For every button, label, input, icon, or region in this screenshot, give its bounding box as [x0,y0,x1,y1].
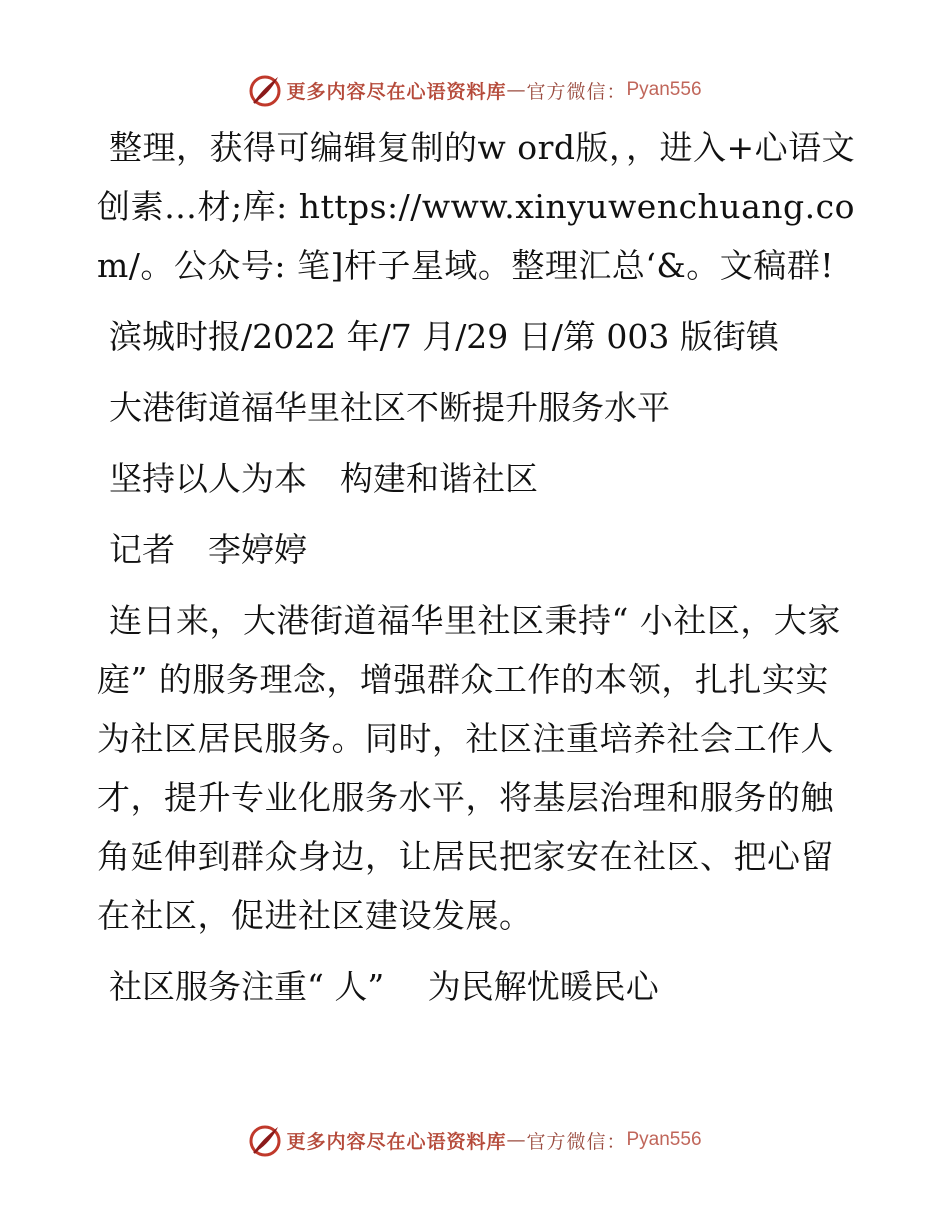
section-title: 社区服务注重“ 人” 为民解忧暖民心 [109,967,659,1006]
banner-sub-text: 官方微信： [526,80,627,103]
source-line: 滨城时报/2022 年/7 月/29 日/第 003 版街镇 [109,317,779,356]
quill-logo-icon [248,1123,282,1157]
banner-main-text: 更多内容尽在心语资料库 [286,1130,507,1153]
quill-logo-icon [248,73,282,107]
banner-dash: — [506,1129,527,1151]
banner-wechat-id: Pyan556 [626,79,702,100]
footer-watermark [0,1120,950,1160]
headline: 坚持以人为本 构建和谐社区 [109,459,538,498]
banner-sub-text: 官方微信： [526,1130,627,1153]
subheadline: 大港街道福华里社区不断提升服务水平 [109,388,670,427]
byline: 记者 李婷婷 [109,530,307,569]
banner-dash: — [506,79,527,101]
banner-wechat-id: Pyan556 [626,1129,702,1150]
banner-main-text: 更多内容尽在心语资料库 [286,80,507,103]
body-paragraph: 连日来，大港街道福华里社区秉持“ 小社区，大家庭” 的服务理念，增强群众工作的本领，扎扎实实为社区居民服务。同时，社区注重培养社会工作人才，提升专业化服务水平，将基层治理和服务的触角延伸到群众身边，让居民把家安在社区、把心留在社区，促进社区建设发展。 [97,601,841,935]
header-watermark [0,70,950,110]
document-body [97,118,857,1016]
intro-paragraph: 整理，获得可编辑复制的w ord版，，进入+心语文创素…材;库: https://www.xinyuwenchuang.com/。公众号: 笔]杆子星域。整理汇总‘&。文稿群! [97,128,856,285]
